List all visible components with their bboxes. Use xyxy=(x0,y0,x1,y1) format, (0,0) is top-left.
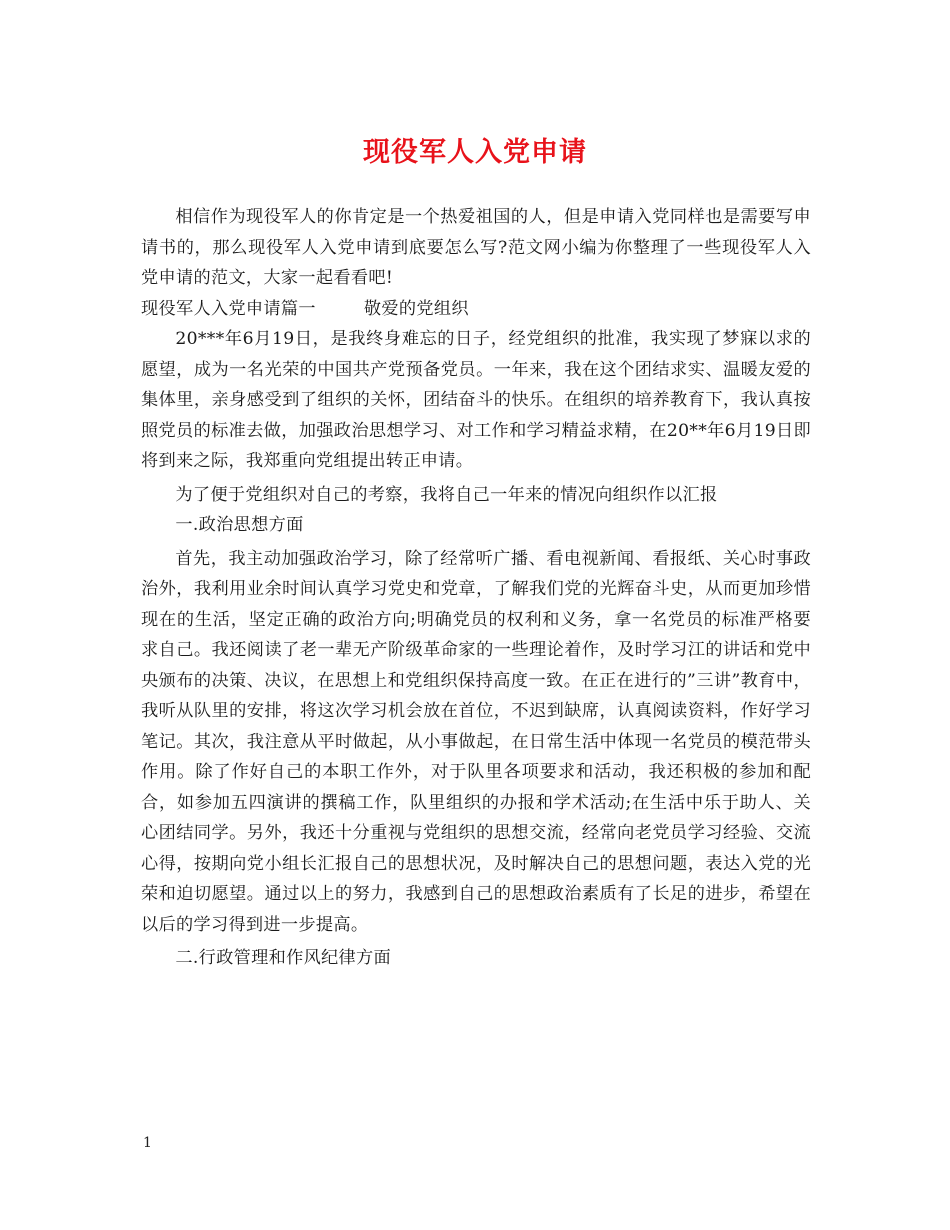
page-title: 现役军人入党申请 xyxy=(363,137,587,168)
page-number: 1 xyxy=(143,1135,152,1151)
section-heading-line xyxy=(141,294,811,325)
paragraph-1: 20***年6月19日，是我终身难忘的日子，经党组织的批准，我实现了梦寐以求的愿望，成为一名光荣的中国共产党预备党员。一年来，我在这个团结求实、温暖友爱的集体里，亲身感受到了组织的关怀，团结奋斗的快乐。在组织的培养教育下，我认真按照党员的标准去做，加强政治思想学习、对工作和学习精益求精，在20**年6月19日即将到来之际，我郑重向党组提出转正申请。 xyxy=(141,329,811,471)
section-title: 现役军人入党申请篇一 xyxy=(141,298,316,319)
document-body xyxy=(141,202,811,974)
heading-politics: 一.政治思想方面 xyxy=(175,515,304,535)
paragraph-2: 为了便于党组织对自己的考察，我将自己一年来的情况向组织作以汇报 xyxy=(175,484,718,505)
heading-discipline: 二.行政管理和作风纪律方面 xyxy=(175,948,392,968)
salutation: 敬爱的党组织 xyxy=(363,298,469,319)
intro-paragraph: 相信作为现役军人的你肯定是一个热爱祖国的人，但是申请入党同样也是需要写申请书的，那么现役军人入党申请到底要怎么写?范文网小编为你整理了一些现役军人入党申请的范文，大家一起看看吧! xyxy=(141,207,811,288)
paragraph-3: 首先，我主动加强政治学习，除了经常听广播、看电视新闻、看报纸、关心时事政治外，我利用业余时间认真学习党史和党章，了解我们党的光辉奋斗史，从而更加珍惜现在的生活，坚定正确的政治方向;明确党员的权利和义务，拿一名党员的标准严格要求自己。我还阅读了老一辈无产阶级革命家的一些理论着作，及时学习江的讲话和党中央颁布的决策、决议，在思想上和党组织保持高度一致。在正在进行的”三讲”教育中，我听从队里的安排，将这次学习机会放在首位，不迟到缺席，认真阅读资料，作好学习笔记。其次，我注意从平时做起，从小事做起，在日常生活中体现一名党员的模范带头作用。除了作好自己的本职工作外，对于队里各项要求和活动，我还积极的参加和配合，如参加五四演讲的撰稿工作，队里组织的办报和学术活动;在生活中乐于助人、关心团结同学。另外，我还十分重视与党组织的思想交流，经常向老党员学习经验、交流心得，按期向党小组长汇报自己的思想状况，及时解决自己的思想问题，表达入党的光荣和迫切愿望。通过以上的努力，我感到自己的思想政治素质有了长足的进步，希望在以后的学习得到进一步提高。 xyxy=(141,548,811,935)
